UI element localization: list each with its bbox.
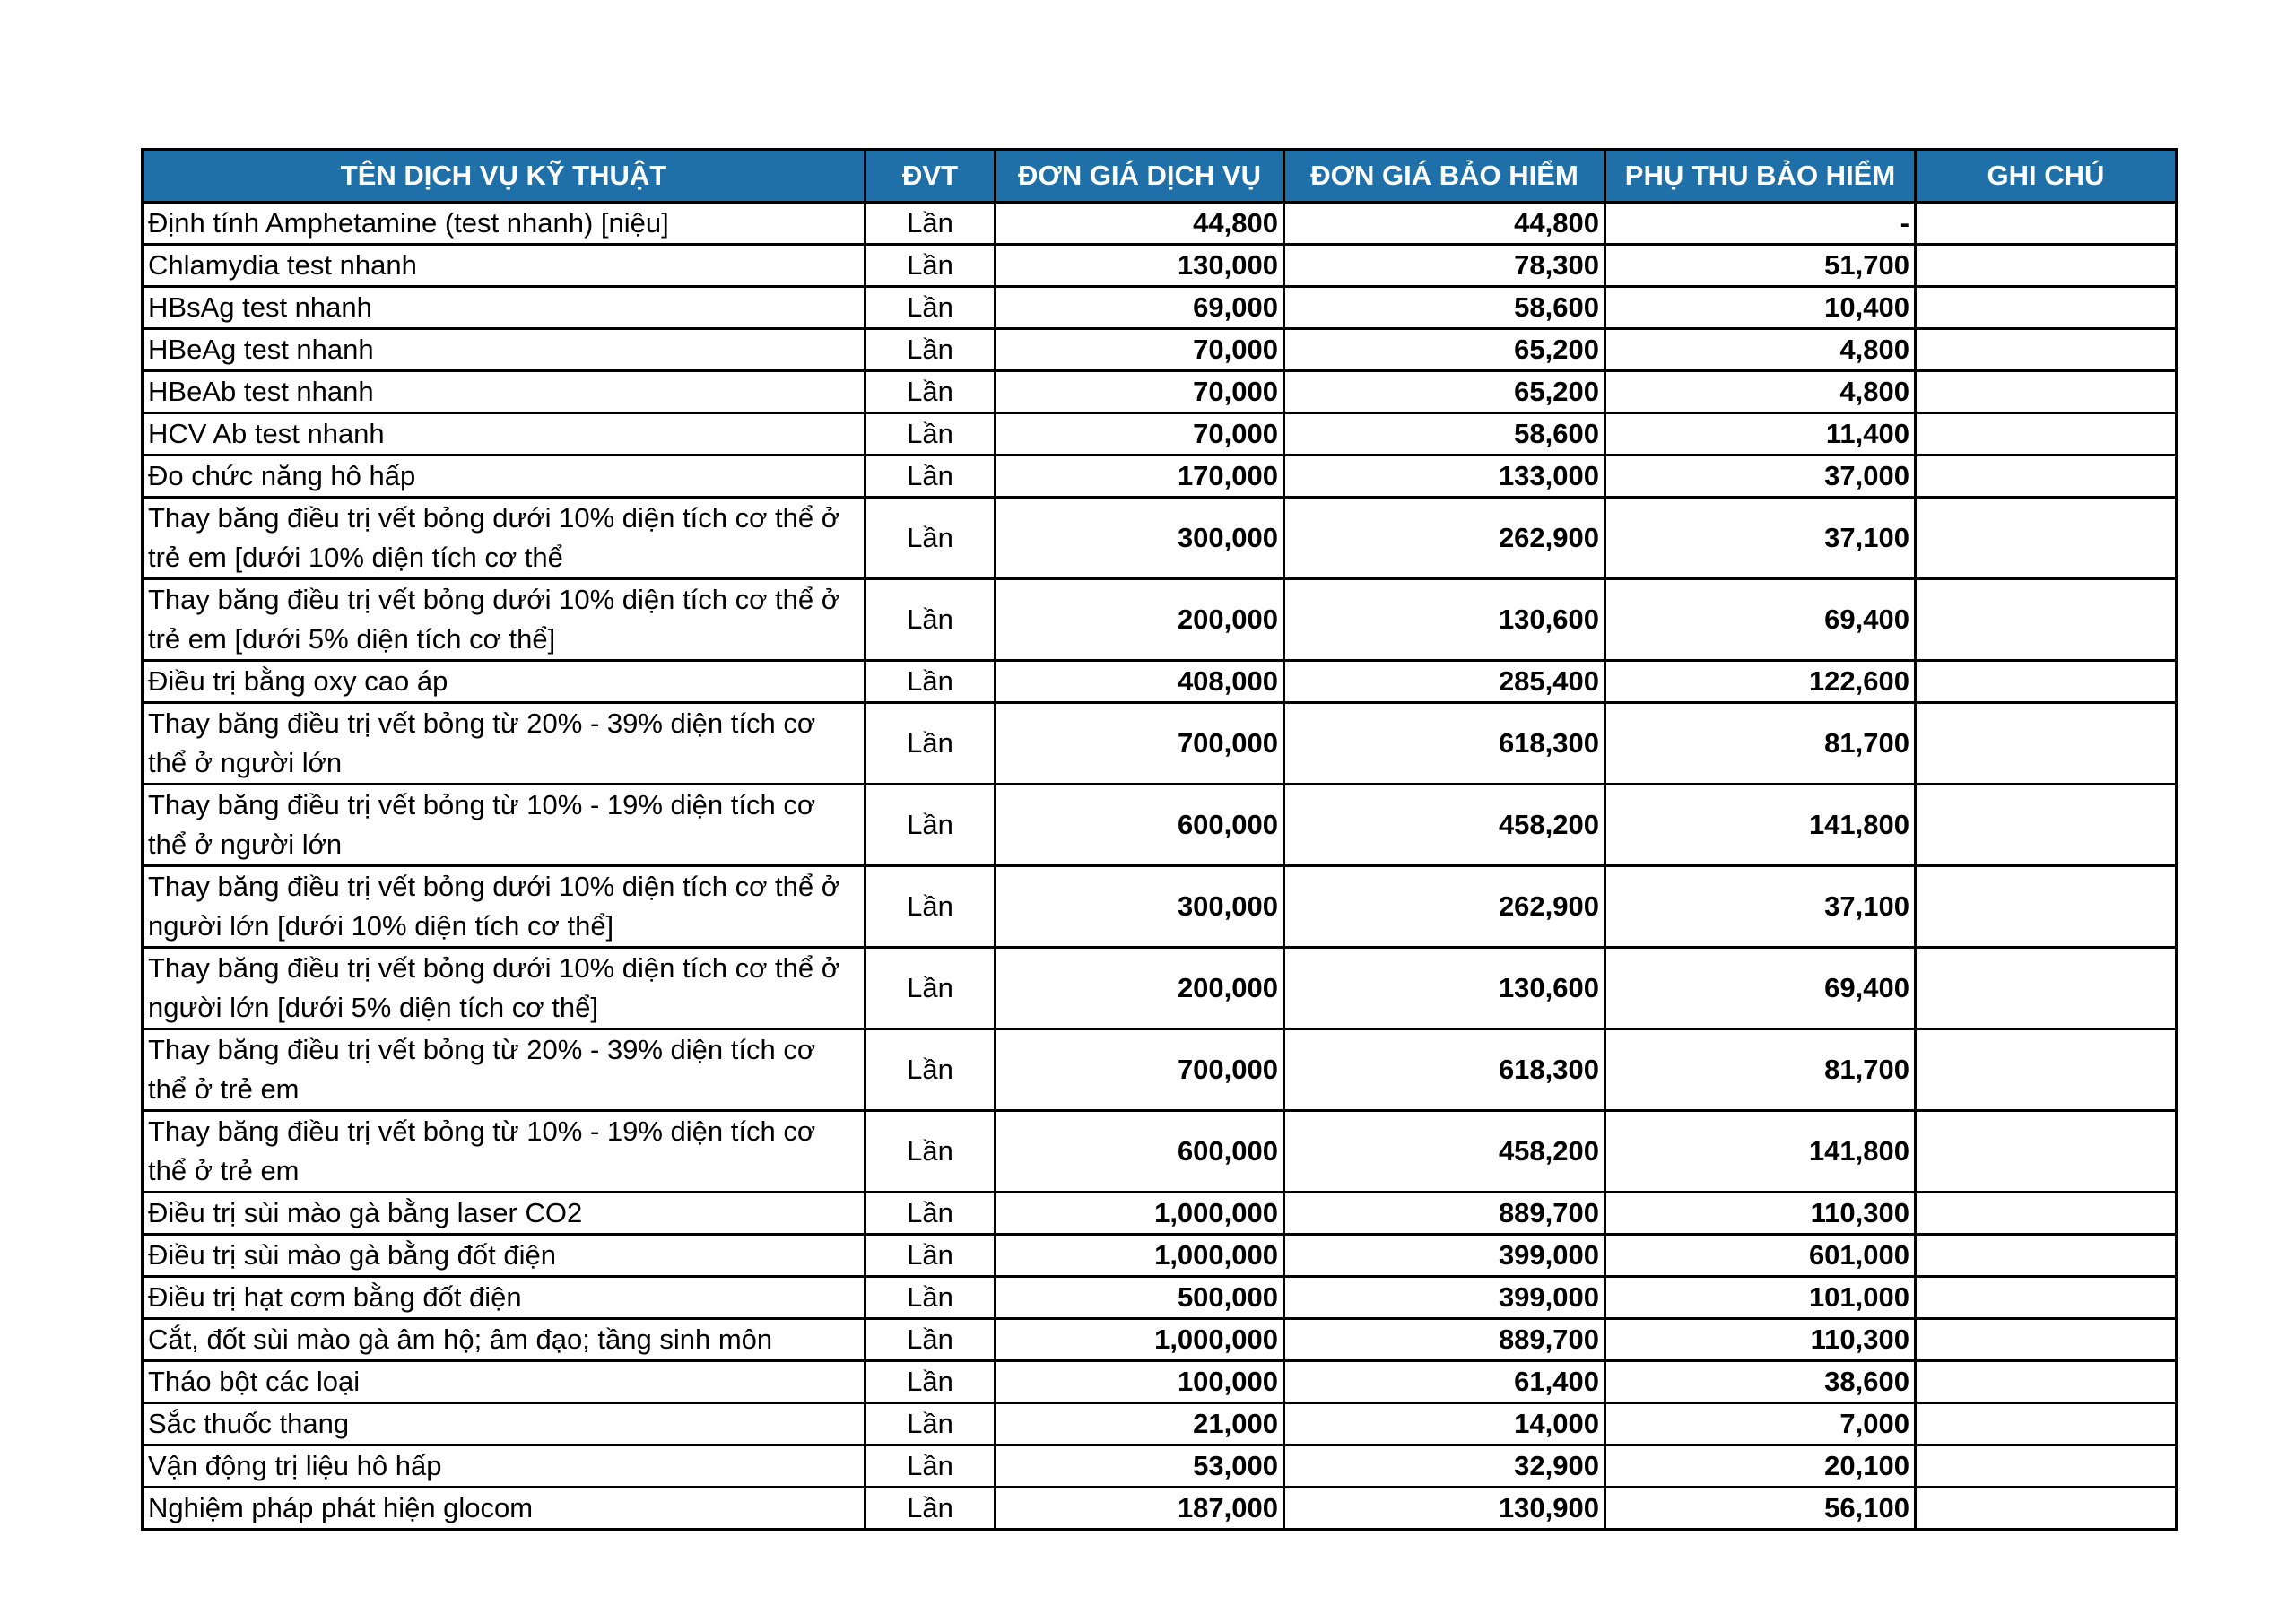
cell-service-price: 170,000	[996, 456, 1284, 498]
cell-service-name: Thay băng điều trị vết bỏng dưới 10% diện tích cơ thể ở người lớn [dưới 5% diện tích cơ thể]	[143, 948, 865, 1029]
cell-note	[1916, 203, 2177, 245]
cell-note	[1916, 1111, 2177, 1193]
price-sheet	[141, 148, 2175, 1531]
cell-insurance-surcharge: 69,400	[1605, 579, 1916, 661]
cell-note	[1916, 661, 2177, 703]
cell-service-price: 700,000	[996, 1029, 1284, 1111]
table-row	[143, 203, 2177, 245]
table-body	[143, 203, 2177, 1530]
table-row	[143, 1488, 2177, 1530]
cell-insurance-price: 399,000	[1284, 1235, 1605, 1277]
cell-note	[1916, 1403, 2177, 1445]
cell-unit: Lần	[865, 245, 996, 287]
cell-service-name: Cắt, đốt sùi mào gà âm hộ; âm đạo; tầng sinh môn	[143, 1319, 865, 1361]
header-service-price: ĐƠN GIÁ DỊCH VỤ	[996, 150, 1284, 203]
cell-insurance-price: 65,200	[1284, 371, 1605, 413]
cell-insurance-surcharge: 110,300	[1605, 1193, 1916, 1235]
cell-insurance-surcharge: 141,800	[1605, 1111, 1916, 1193]
cell-unit: Lần	[865, 203, 996, 245]
cell-insurance-surcharge: 37,100	[1605, 866, 1916, 948]
table-row	[143, 245, 2177, 287]
cell-unit: Lần	[865, 1488, 996, 1530]
cell-insurance-price: 285,400	[1284, 661, 1605, 703]
cell-service-name: Thay băng điều trị vết bỏng từ 10% - 19% diện tích cơ thể ở người lớn	[143, 785, 865, 866]
cell-unit: Lần	[865, 785, 996, 866]
cell-insurance-surcharge: 4,800	[1605, 329, 1916, 371]
cell-note	[1916, 1277, 2177, 1319]
cell-insurance-surcharge: 601,000	[1605, 1235, 1916, 1277]
cell-insurance-price: 262,900	[1284, 866, 1605, 948]
cell-service-price: 130,000	[996, 245, 1284, 287]
cell-service-name: Thay băng điều trị vết bỏng từ 20% - 39% diện tích cơ thể ở người lớn	[143, 703, 865, 785]
table-row	[143, 287, 2177, 329]
cell-unit: Lần	[865, 579, 996, 661]
cell-service-price: 53,000	[996, 1445, 1284, 1488]
cell-service-name: Điều trị hạt cơm bằng đốt điện	[143, 1277, 865, 1319]
cell-insurance-price: 130,900	[1284, 1488, 1605, 1530]
cell-note	[1916, 579, 2177, 661]
table-row	[143, 329, 2177, 371]
table-row	[143, 785, 2177, 866]
cell-service-price: 100,000	[996, 1361, 1284, 1403]
cell-note	[1916, 1193, 2177, 1235]
cell-insurance-surcharge: 4,800	[1605, 371, 1916, 413]
cell-unit: Lần	[865, 1193, 996, 1235]
cell-insurance-price: 889,700	[1284, 1319, 1605, 1361]
cell-note	[1916, 703, 2177, 785]
cell-note	[1916, 245, 2177, 287]
cell-unit: Lần	[865, 661, 996, 703]
cell-service-price: 187,000	[996, 1488, 1284, 1530]
cell-insurance-surcharge: 56,100	[1605, 1488, 1916, 1530]
cell-note	[1916, 1488, 2177, 1530]
cell-insurance-surcharge: 69,400	[1605, 948, 1916, 1029]
cell-service-price: 200,000	[996, 579, 1284, 661]
cell-note	[1916, 1445, 2177, 1488]
cell-insurance-price: 78,300	[1284, 245, 1605, 287]
table-row	[143, 1111, 2177, 1193]
cell-note	[1916, 1235, 2177, 1277]
cell-service-name: HBeAb test nhanh	[143, 371, 865, 413]
cell-service-name: Sắc thuốc thang	[143, 1403, 865, 1445]
header-unit: ĐVT	[865, 150, 996, 203]
cell-service-name: Chlamydia test nhanh	[143, 245, 865, 287]
cell-unit: Lần	[865, 1361, 996, 1403]
cell-insurance-surcharge: 81,700	[1605, 703, 1916, 785]
cell-service-name: HCV Ab test nhanh	[143, 413, 865, 456]
cell-service-price: 1,000,000	[996, 1319, 1284, 1361]
cell-unit: Lần	[865, 287, 996, 329]
header-note: GHI CHÚ	[1916, 150, 2177, 203]
cell-note	[1916, 456, 2177, 498]
cell-service-price: 44,800	[996, 203, 1284, 245]
header-insurance-surcharge: PHỤ THU BẢO HIỂM	[1605, 150, 1916, 203]
cell-service-name: Vận động trị liệu hô hấp	[143, 1445, 865, 1488]
cell-unit: Lần	[865, 1235, 996, 1277]
table-row	[143, 948, 2177, 1029]
cell-service-price: 70,000	[996, 329, 1284, 371]
cell-service-price: 1,000,000	[996, 1235, 1284, 1277]
cell-service-price: 408,000	[996, 661, 1284, 703]
cell-insurance-price: 458,200	[1284, 1111, 1605, 1193]
cell-insurance-price: 14,000	[1284, 1403, 1605, 1445]
cell-insurance-surcharge: 37,100	[1605, 498, 1916, 579]
table-row	[143, 1235, 2177, 1277]
cell-service-price: 69,000	[996, 287, 1284, 329]
cell-service-price: 70,000	[996, 371, 1284, 413]
cell-service-price: 70,000	[996, 413, 1284, 456]
cell-service-name: HBeAg test nhanh	[143, 329, 865, 371]
cell-unit: Lần	[865, 456, 996, 498]
table-row	[143, 498, 2177, 579]
cell-insurance-price: 889,700	[1284, 1193, 1605, 1235]
cell-insurance-surcharge: 110,300	[1605, 1319, 1916, 1361]
cell-service-name: Điều trị bằng oxy cao áp	[143, 661, 865, 703]
cell-insurance-surcharge: 141,800	[1605, 785, 1916, 866]
cell-service-name: Thay băng điều trị vết bỏng từ 20% - 39% diện tích cơ thể ở trẻ em	[143, 1029, 865, 1111]
cell-unit: Lần	[865, 1403, 996, 1445]
cell-service-price: 300,000	[996, 866, 1284, 948]
price-table	[141, 148, 2178, 1531]
cell-insurance-price: 133,000	[1284, 456, 1605, 498]
cell-unit: Lần	[865, 329, 996, 371]
cell-insurance-price: 618,300	[1284, 703, 1605, 785]
cell-unit: Lần	[865, 1111, 996, 1193]
cell-note	[1916, 948, 2177, 1029]
cell-service-name: Điều trị sùi mào gà bằng laser CO2	[143, 1193, 865, 1235]
table-row	[143, 1403, 2177, 1445]
table-row	[143, 1445, 2177, 1488]
cell-unit: Lần	[865, 498, 996, 579]
cell-unit: Lần	[865, 703, 996, 785]
cell-insurance-surcharge: 101,000	[1605, 1277, 1916, 1319]
cell-service-name: Thay băng điều trị vết bỏng dưới 10% diện tích cơ thể ở người lớn [dưới 10% diện tích cơ thể]	[143, 866, 865, 948]
cell-service-price: 700,000	[996, 703, 1284, 785]
cell-insurance-surcharge: -	[1605, 203, 1916, 245]
cell-insurance-surcharge: 51,700	[1605, 245, 1916, 287]
cell-service-name: Thay băng điều trị vết bỏng dưới 10% diện tích cơ thể ở trẻ em [dưới 10% diện tích cơ thể	[143, 498, 865, 579]
cell-note	[1916, 785, 2177, 866]
cell-service-price: 600,000	[996, 1111, 1284, 1193]
cell-insurance-surcharge: 7,000	[1605, 1403, 1916, 1445]
cell-note	[1916, 498, 2177, 579]
cell-note	[1916, 329, 2177, 371]
cell-insurance-surcharge: 81,700	[1605, 1029, 1916, 1111]
cell-unit: Lần	[865, 1319, 996, 1361]
cell-service-name: Nghiệm pháp phát hiện glocom	[143, 1488, 865, 1530]
table-row	[143, 1193, 2177, 1235]
cell-service-price: 300,000	[996, 498, 1284, 579]
cell-unit: Lần	[865, 1029, 996, 1111]
table-row	[143, 703, 2177, 785]
table-row	[143, 1277, 2177, 1319]
table-row	[143, 1029, 2177, 1111]
cell-note	[1916, 287, 2177, 329]
cell-service-name: Điều trị sùi mào gà bằng đốt điện	[143, 1235, 865, 1277]
cell-service-name: Định tính Amphetamine (test nhanh) [niệu]	[143, 203, 865, 245]
cell-service-price: 21,000	[996, 1403, 1284, 1445]
cell-note	[1916, 1361, 2177, 1403]
cell-note	[1916, 413, 2177, 456]
header-row	[143, 150, 2177, 203]
cell-insurance-surcharge: 122,600	[1605, 661, 1916, 703]
cell-service-name: Thay băng điều trị vết bỏng dưới 10% diện tích cơ thể ở trẻ em [dưới 5% diện tích cơ thể]	[143, 579, 865, 661]
cell-service-name: Thay băng điều trị vết bỏng từ 10% - 19% diện tích cơ thể ở trẻ em	[143, 1111, 865, 1193]
cell-unit: Lần	[865, 371, 996, 413]
cell-insurance-price: 618,300	[1284, 1029, 1605, 1111]
cell-insurance-surcharge: 38,600	[1605, 1361, 1916, 1403]
table-row	[143, 661, 2177, 703]
cell-unit: Lần	[865, 413, 996, 456]
header-service-name: TÊN DỊCH VỤ KỸ THUẬT	[143, 150, 865, 203]
cell-insurance-price: 61,400	[1284, 1361, 1605, 1403]
table-row	[143, 456, 2177, 498]
cell-insurance-surcharge: 11,400	[1605, 413, 1916, 456]
cell-insurance-price: 44,800	[1284, 203, 1605, 245]
cell-service-name: HBsAg test nhanh	[143, 287, 865, 329]
cell-unit: Lần	[865, 1277, 996, 1319]
cell-insurance-surcharge: 20,100	[1605, 1445, 1916, 1488]
table-row	[143, 1319, 2177, 1361]
cell-note	[1916, 1319, 2177, 1361]
cell-insurance-price: 32,900	[1284, 1445, 1605, 1488]
cell-note	[1916, 866, 2177, 948]
cell-unit: Lần	[865, 866, 996, 948]
cell-insurance-surcharge: 10,400	[1605, 287, 1916, 329]
table-row	[143, 579, 2177, 661]
cell-service-price: 200,000	[996, 948, 1284, 1029]
cell-insurance-price: 130,600	[1284, 579, 1605, 661]
table-row	[143, 413, 2177, 456]
table-row	[143, 866, 2177, 948]
table-row	[143, 371, 2177, 413]
cell-service-price: 500,000	[996, 1277, 1284, 1319]
cell-insurance-price: 458,200	[1284, 785, 1605, 866]
cell-service-price: 600,000	[996, 785, 1284, 866]
cell-unit: Lần	[865, 948, 996, 1029]
cell-insurance-price: 130,600	[1284, 948, 1605, 1029]
cell-insurance-price: 262,900	[1284, 498, 1605, 579]
cell-unit: Lần	[865, 1445, 996, 1488]
cell-insurance-price: 58,600	[1284, 413, 1605, 456]
cell-note	[1916, 1029, 2177, 1111]
cell-insurance-price: 65,200	[1284, 329, 1605, 371]
cell-service-name: Tháo bột các loại	[143, 1361, 865, 1403]
cell-insurance-surcharge: 37,000	[1605, 456, 1916, 498]
cell-service-name: Đo chức năng hô hấp	[143, 456, 865, 498]
cell-insurance-price: 399,000	[1284, 1277, 1605, 1319]
header-insurance-price: ĐƠN GIÁ BẢO HIỂM	[1284, 150, 1605, 203]
table-row	[143, 1361, 2177, 1403]
cell-service-price: 1,000,000	[996, 1193, 1284, 1235]
cell-insurance-price: 58,600	[1284, 287, 1605, 329]
cell-note	[1916, 371, 2177, 413]
